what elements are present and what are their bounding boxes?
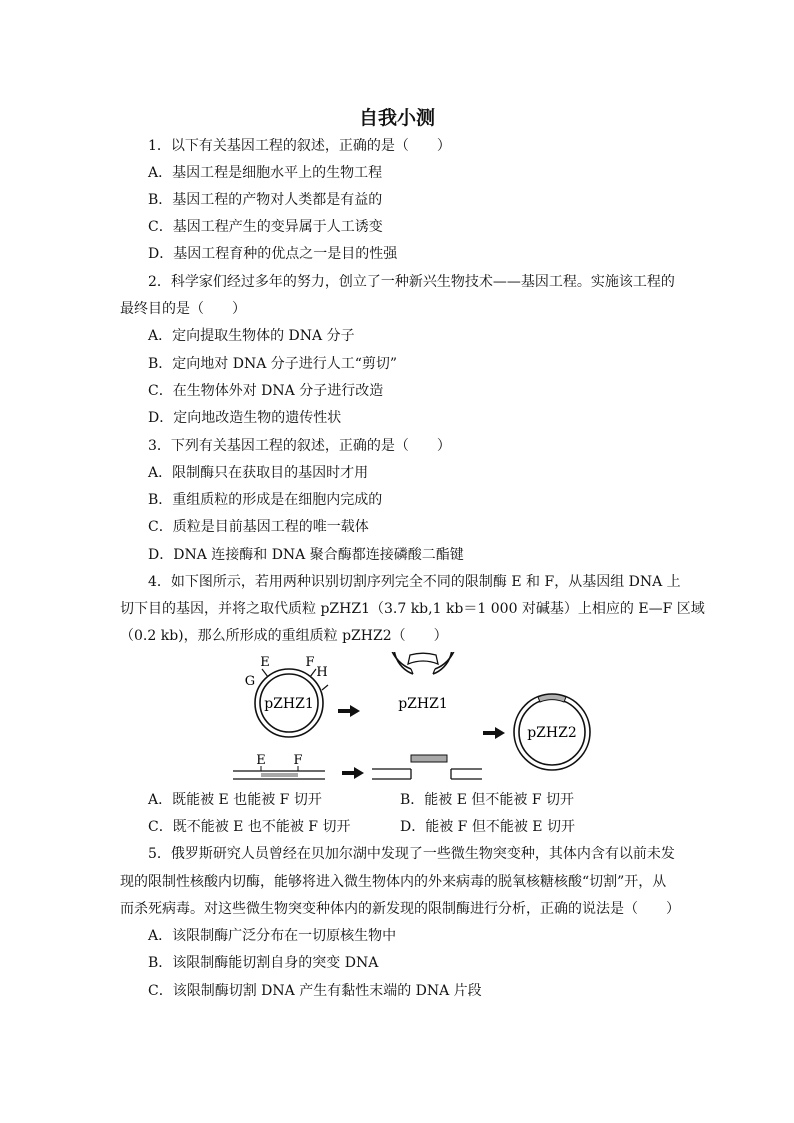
question-3-option-b: B．重组质粒的形成是在细胞内完成的 xyxy=(148,492,383,508)
question-1-option-c: C．基因工程产生的变异属于人工诱变 xyxy=(148,219,383,235)
question-1-option-a: A．基因工程是细胞水平上的生物工程 xyxy=(148,165,383,181)
plasmid-diagram xyxy=(225,652,615,782)
question-3-option-c: C．质粒是目前基因工程的唯一载体 xyxy=(148,519,369,535)
question-1-stem: 1．以下有关基因工程的叙述，正确的是（ ） xyxy=(148,138,451,154)
question-4-stem-line3: （0.2 kb)，那么所形成的重组质粒 pZHZ2（ ） xyxy=(120,628,448,644)
fragment-f-label: F xyxy=(293,753,303,768)
question-5-stem-line2: 现的限制性核酸内切酶，能够将进入微生物体内的外来病毒的脱氧核糖核酸“切割”开，从 xyxy=(120,874,667,890)
arrow-right-icon xyxy=(342,767,364,779)
plasmid-pzhz1-label: pZHZ1 xyxy=(264,696,314,712)
question-4-stem-line1: 4．如下图所示，若用两种识别切割序列完全不同的限制酶 E 和 F，从基因组 DNA 上 xyxy=(148,574,681,590)
site-h-tick xyxy=(322,685,328,690)
question-2-option-b: B．定向地对 DNA 分子进行人工“剪切” xyxy=(148,356,398,372)
question-4-option-a: A．既能被 E 也能被 F 切开 xyxy=(148,792,322,808)
plasmid-pzhz2 xyxy=(514,694,590,770)
question-2-option-a: A．定向提取生物体的 DNA 分子 xyxy=(148,328,355,344)
question-2-stem-line1: 2．科学家们经过多年的努力，创立了一种新兴生物技术——基因工程。实施该工程的 xyxy=(148,274,675,290)
page-title: 自我小测 xyxy=(358,107,435,129)
question-4-stem-line2: 切下目的基因，并将之取代质粒 pZHZ1（3.7 kb,1 kb＝1 000 对碱基）上相应的 E—F 区域 xyxy=(120,601,705,617)
question-5-option-b: B．该限制酶能切割自身的突变 DNA xyxy=(148,955,379,971)
cut-dna-pieces xyxy=(372,755,482,779)
plasmid-pzhz2-label: pZHZ2 xyxy=(527,725,577,741)
question-2-option-c: C．在生物体外对 DNA 分子进行改造 xyxy=(148,383,384,399)
site-f-label: F xyxy=(305,655,315,670)
site-f-tick xyxy=(310,669,316,677)
plasmid-pzhz1 xyxy=(255,669,323,737)
question-3-stem: 3．下列有关基因工程的叙述，正确的是（ ） xyxy=(148,438,451,454)
site-g-label: G xyxy=(244,674,256,689)
question-4-option-b: B．能被 E 但不能被 F 切开 xyxy=(400,792,575,808)
plasmid-pzhz1-cut-label: pZHZ1 xyxy=(398,696,448,712)
question-3-option-a: A．限制酶只在获取目的基因时才用 xyxy=(148,465,369,481)
genomic-dna-fragment xyxy=(233,753,325,779)
arrow-right-icon xyxy=(483,727,505,739)
arrow-right-icon xyxy=(338,705,360,717)
question-4-option-c: C．既不能被 E 也不能被 F 切开 xyxy=(148,819,351,835)
question-5-stem-line1: 5．俄罗斯研究人员曾经在贝加尔湖中发现了一些微生物突变种，其体内含有以前未发 xyxy=(148,846,675,862)
site-e-label: E xyxy=(260,655,270,670)
plasmid-pzhz1-cut xyxy=(389,652,457,712)
fragment-e-label: E xyxy=(256,753,266,768)
question-4-option-d: D．能被 F 但不能被 E 切开 xyxy=(400,819,575,835)
question-1-option-b: B．基因工程的产物对人类都是有益的 xyxy=(148,192,383,208)
question-2-stem-line2: 最终目的是（ ） xyxy=(120,301,246,317)
question-1-option-d: D．基因工程育种的优点之一是目的性强 xyxy=(148,246,398,262)
question-5-option-a: A．该限制酶广泛分布在一切原核生物中 xyxy=(148,928,397,944)
question-2-option-d: D．定向地改造生物的遗传性状 xyxy=(148,410,342,426)
question-5-stem-line3: 而杀死病毒。对这些微生物突变种体内的新发现的限制酶进行分析，正确的说法是（ ） xyxy=(120,901,680,917)
question-5-option-c: C．该限制酶切割 DNA 产生有黏性末端的 DNA 片段 xyxy=(148,983,482,999)
site-e-tick xyxy=(262,669,268,677)
site-h-label: H xyxy=(316,665,328,680)
question-3-option-d: D．DNA 连接酶和 DNA 聚合酶都连接磷酸二酯键 xyxy=(148,547,464,563)
